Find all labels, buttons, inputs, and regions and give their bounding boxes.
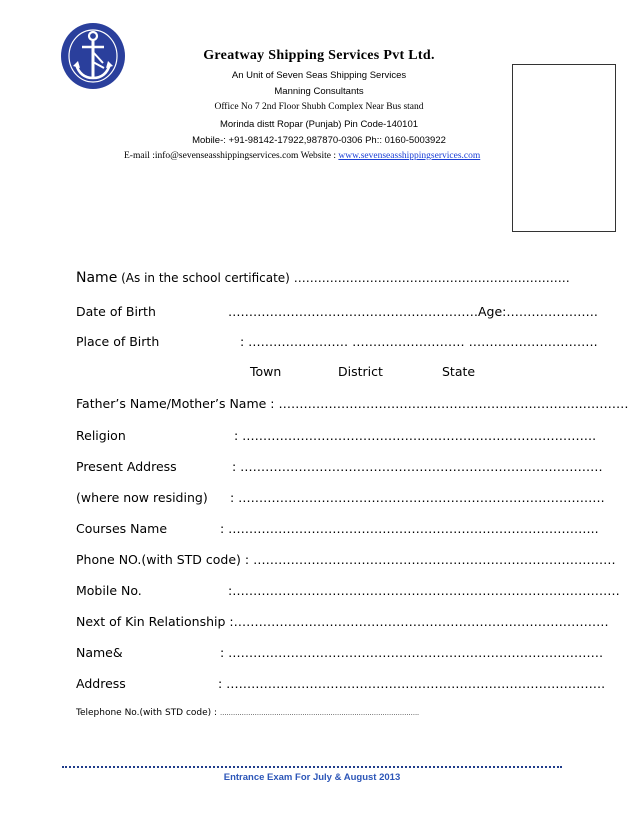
- religion-label: Religion: [76, 428, 126, 443]
- name-hint: (As in the school certificate): [117, 271, 294, 285]
- footer-note: Entrance Exam For July & August 2013: [223, 772, 401, 783]
- parent-field[interactable]: …………………………………………………………………………: [278, 396, 629, 411]
- name-label: Name: [76, 270, 118, 286]
- state-label: State: [442, 364, 476, 379]
- present-address-label: Present Address: [76, 459, 177, 474]
- phone-field[interactable]: ……………………………………………………………………………: [253, 552, 616, 567]
- telephone-field[interactable]: ………………………………………………………………………………..: [219, 709, 420, 717]
- phone-row: [76, 552, 616, 567]
- company-name: Greatway Shipping Services Pvt Ltd.: [203, 48, 435, 63]
- pob-label: Place of Birth: [76, 334, 160, 349]
- district-line: Morinda distt Ropar (Punjab) Pin Code-140101: [219, 119, 419, 130]
- dob-label: Date of Birth: [76, 304, 156, 319]
- dob-field[interactable]: ……………………………………………………Age:………………….: [228, 304, 598, 319]
- website-link[interactable]: www.sevenseasshippingservices.com: [338, 151, 481, 161]
- name-field[interactable]: ……………………………………………………………: [293, 271, 570, 285]
- phone-line: Mobile-: +91-98142-17922,987870-0306 Ph:: 0160-5003922: [192, 135, 446, 146]
- mobile-label: Mobile No.: [76, 583, 142, 598]
- kin-name-label: Name&: [76, 645, 123, 660]
- email-website-text: E-mail :info@sevenseasshippingservices.com Website :: [124, 151, 339, 161]
- courses-label: Courses Name: [76, 521, 168, 536]
- telephone-label: Telephone No.(with STD code) :: [76, 708, 220, 718]
- residing-label: (where now residing): [76, 490, 208, 505]
- present-address-field[interactable]: : ……………………………………………………………………………: [232, 459, 603, 474]
- kin-address-label: Address: [76, 676, 126, 691]
- telephone-row: [76, 708, 419, 718]
- footer-divider: [62, 766, 562, 768]
- kin-row: [76, 614, 609, 629]
- office-line: Office No 7 2nd Floor Shubh Complex Near Bus stand: [214, 102, 424, 112]
- phone-label: Phone NO.(with STD code) :: [76, 552, 254, 567]
- parent-label: Father’s Name/Mother’s Name :: [76, 396, 279, 411]
- kin-field[interactable]: ………………………………………………………………………………: [233, 614, 609, 629]
- kin-name-field[interactable]: : ………………………………………………………………………………: [220, 645, 604, 660]
- manning-line: Manning Consultants: [274, 86, 364, 97]
- email-website-line: [124, 151, 480, 161]
- town-label: Town: [250, 364, 282, 379]
- unit-line: An Unit of Seven Seas Shipping Services: [231, 70, 407, 81]
- courses-field[interactable]: : ……………………………………………………………………………..: [220, 521, 599, 536]
- religion-field[interactable]: : ………………………………………………………………………….: [234, 428, 597, 443]
- name-row: [76, 270, 570, 286]
- kin-label: Next of Kin Relationship :: [76, 614, 234, 629]
- district-label: District: [338, 364, 383, 379]
- mobile-field[interactable]: :…………………………………………………………………………………: [228, 583, 620, 598]
- parent-row: [76, 396, 628, 411]
- residing-field[interactable]: : …………………………………………………………………………….: [230, 490, 605, 505]
- kin-address-field[interactable]: : ……………………………………………………………………………….: [218, 676, 606, 691]
- pob-field[interactable]: : …………………… ……………………… ………………………….: [240, 334, 598, 349]
